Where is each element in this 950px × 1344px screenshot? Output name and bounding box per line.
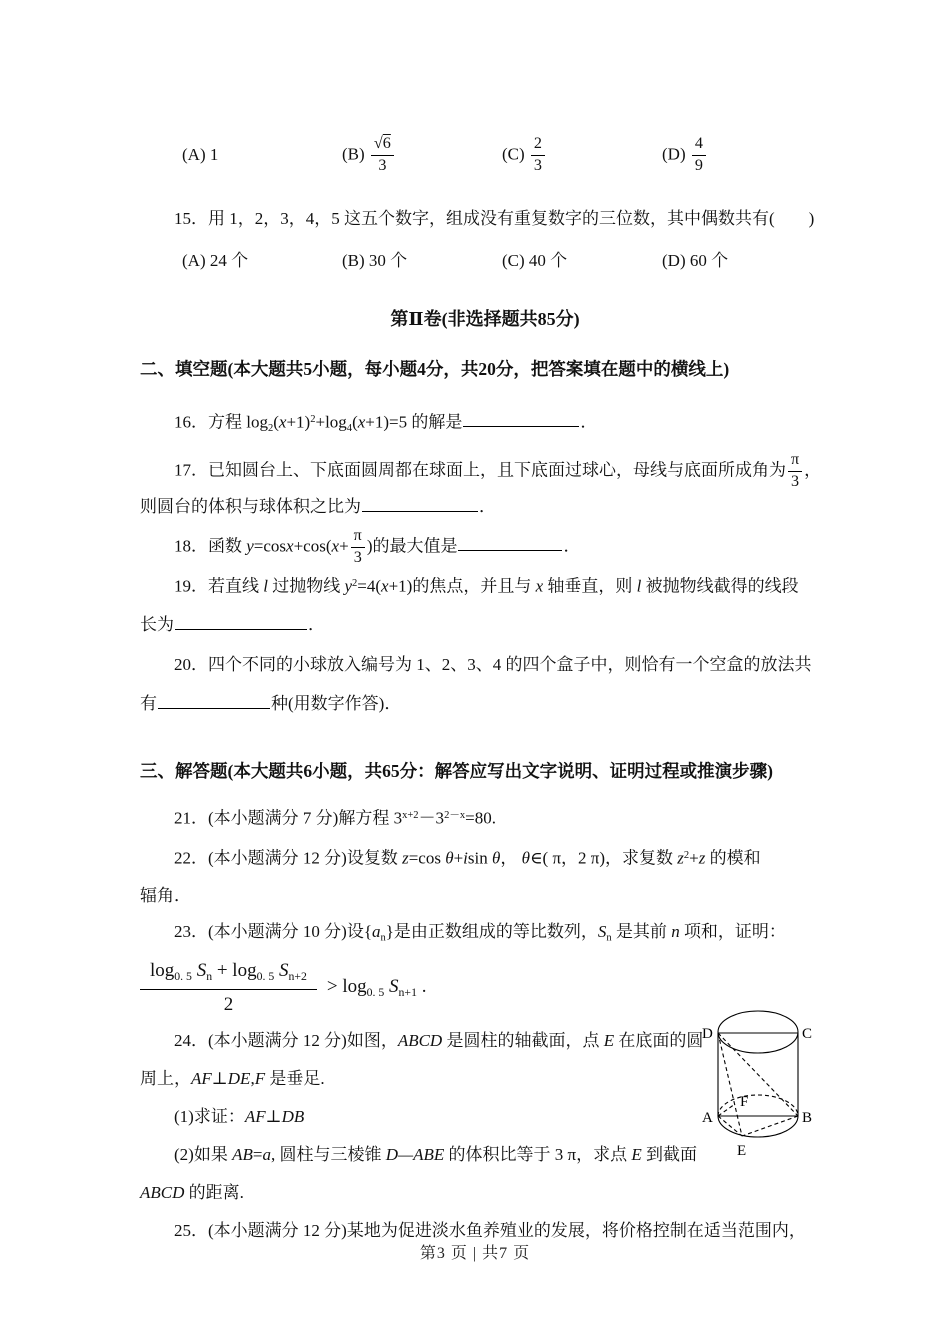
q17-line1: 17．已知圆台上、下底面圆周都在球面上，且下底面过球心，母线与底面所成角为 $\frac{\pi}{3}$ ， — [174, 450, 822, 490]
cylinder-top-ellipse — [718, 1011, 798, 1053]
q24-cylinder-figure — [696, 1002, 876, 1174]
q14-option-b: (B) $\frac{√6}{3}$ — [342, 136, 502, 175]
q14-option-c: (C) $\frac{2}{3}$ — [502, 136, 662, 175]
q25-stem: 25．(本小题满分 12 分)某地为促进淡水鱼养殖业的发展，将价格控制在适当范围内， — [174, 1220, 806, 1240]
q18-stem: 18．函数 y=cosx+cos(x+ $\frac{\pi}{3}$ )的最大值是 ． — [174, 526, 581, 566]
label-D: D — [702, 1026, 713, 1042]
q21-stem: 21．(本小题满分 7 分)解方程 $3^{x+2}-3^{2-x}=80$. — [174, 807, 496, 827]
q23-inequality-rhs: > $\log_{0. 5} S_{n+1}$ . — [326, 975, 427, 999]
q14-option-a: (A) 1 — [182, 145, 219, 164]
q15-option-b: (B) 30 个 — [342, 251, 408, 270]
q24-line5: ABCD 的距离. — [140, 1182, 244, 1202]
segment-BE — [742, 1116, 798, 1136]
q17-line2: 则圆台的体积与球体积之比为 ． — [140, 493, 830, 520]
q15-options — [140, 246, 830, 271]
q23-fraction-numerator: $\log_{0. 5} S_n + \log_{0. 5} S_{n+2}$ — [140, 960, 317, 990]
q24-part1: (1)求证：AF⊥DB — [174, 1106, 305, 1126]
q23-fraction-denominator: 2 — [223, 993, 234, 1015]
cylinder-diagram — [696, 1002, 876, 1174]
q16-stem: 16．方程 $\log_2(x+1)^2+\log_4(x+1)=5$ 的解是 ． — [140, 407, 830, 442]
q19-line1: 19．若直线 l 过抛物线 $y^2=4(x+1)$的焦点，并且与 x 轴垂直，则 l 被抛物线截得的线段 — [174, 575, 799, 595]
label-E: E — [737, 1143, 747, 1159]
segment-DE — [718, 1033, 742, 1136]
q23-line1: 23．(本小题满分 10 分)设$\{a_n\}$是由正数组成的等比数列，$S_n$ 是其前 n 项和，证明： — [174, 922, 786, 944]
q14-option-d: (D) $\frac{4}{9}$ — [662, 136, 708, 175]
q14-options — [140, 126, 830, 184]
q24-part2: (2)如果 AB=a, 圆柱与三棱锥 D—ABE 的体积比等于 3 π，求点 E 到截面 — [174, 1144, 697, 1164]
segment-AE — [718, 1116, 742, 1136]
label-A: A — [702, 1110, 713, 1126]
fill-in-section-heading: 二、填空题(本大题共5小题，每小题4分，共20分，把答案填在题中的横线上) — [140, 359, 730, 379]
q20-line1: 20．四个不同的小球放入编号为 1、2、3、4 的四个盒子中，则恰有一个空盒的放法共 — [174, 654, 812, 674]
label-B: B — [802, 1110, 813, 1126]
q22-line1: 22．(本小题满分 12 分)设复数 z=cos θ+isin θ， θ∈( π，2 π)，求复数 $z^2+z$ 的模和 — [174, 848, 761, 868]
q20-line2: 有 种(用数字作答)． — [140, 690, 830, 717]
q15-option-d: (D) 60 个 — [662, 251, 729, 270]
label-C: C — [802, 1026, 813, 1042]
segment-AF — [718, 1104, 735, 1116]
page-footer: 第3 页 | 共7 页 — [419, 1245, 531, 1262]
segment-DB — [718, 1033, 798, 1116]
solution-section-heading: 三、解答题(本大题共6小题，共65分：解答应写出文字说明、证明过程或推演步骤) — [140, 760, 773, 781]
q22-line2: 辐角． — [140, 886, 191, 906]
section2-title: 第Ⅱ卷(非选择题共85分) — [390, 309, 580, 329]
label-F: F — [740, 1094, 749, 1110]
q15-stem: 15．用 1，2，3，4，5 这五个数字，组成没有重复数字的三位数，其中偶数共有( ) — [174, 209, 815, 228]
q15-option-c: (C) 40 个 — [502, 251, 568, 270]
q19-line2: 长为 ． — [140, 611, 830, 638]
q15-option-a: (A) 24 个 — [182, 251, 249, 270]
bottom-ellipse-back-arc — [718, 1095, 798, 1116]
q23-fraction — [140, 960, 317, 1016]
q24-line1: 24．(本小题满分 12 分)如图，ABCD 是圆柱的轴截面，点 E 在底面的圆 — [174, 1030, 704, 1050]
q24-line2: 周上，AF⊥DE,F 是垂足. — [140, 1068, 325, 1088]
